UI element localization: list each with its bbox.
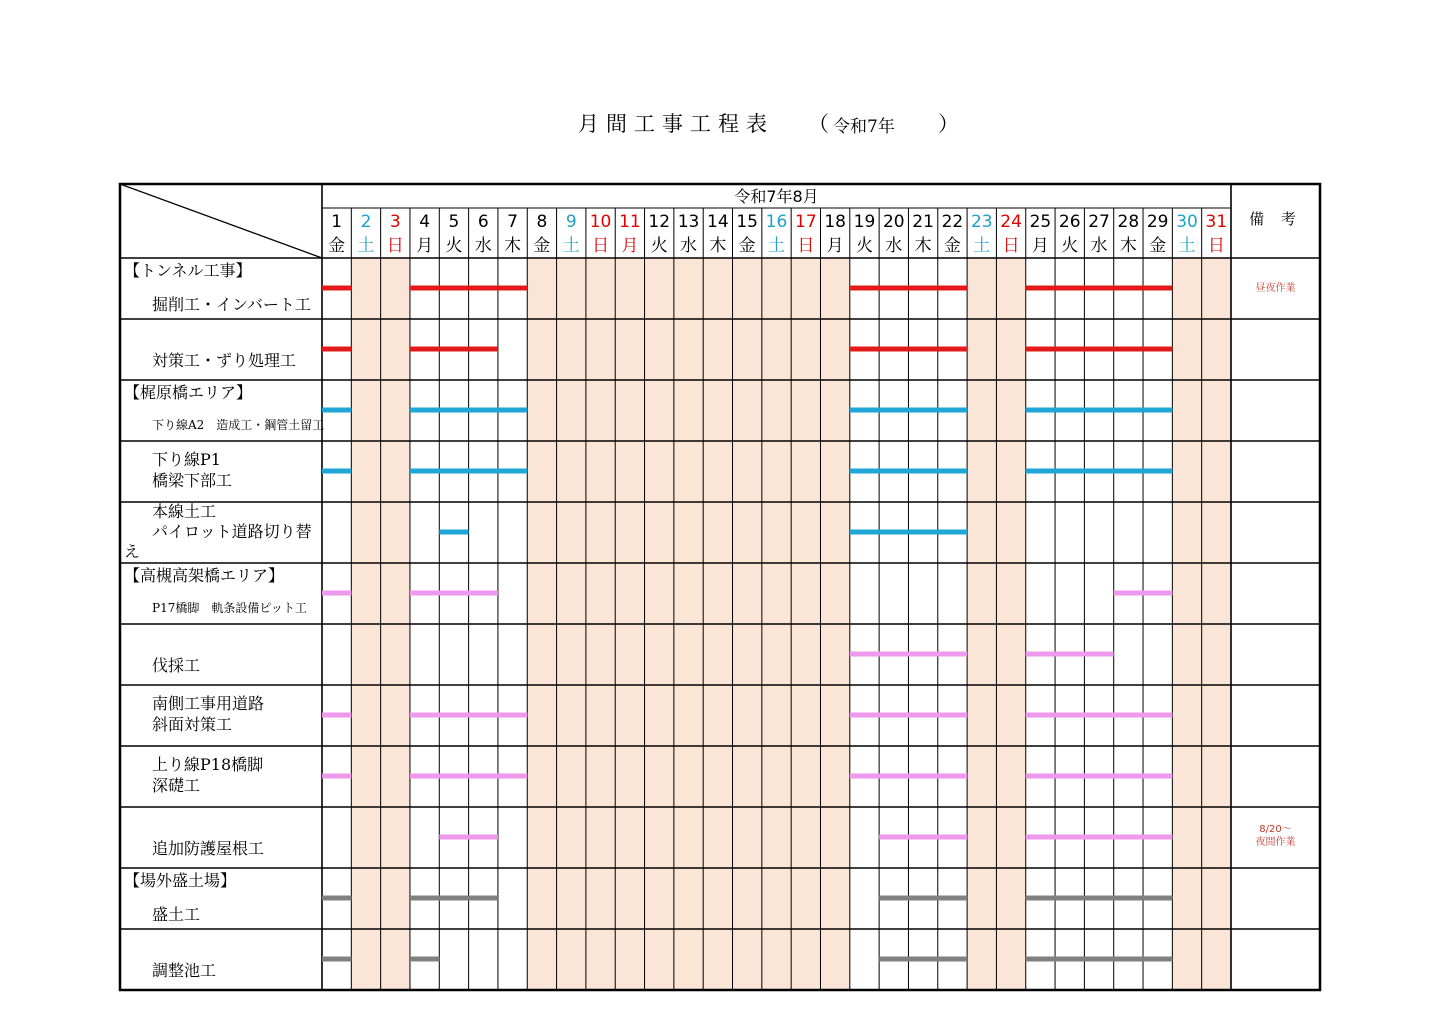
day-number: 18 — [824, 212, 846, 232]
day-number: 25 — [1029, 212, 1052, 232]
schedule-bar — [322, 774, 351, 779]
day-weekday: 火 — [1061, 236, 1079, 256]
page-title: 月間工事工程表 — [578, 112, 774, 136]
schedule-bar — [850, 347, 967, 352]
schedule-bar — [322, 896, 351, 901]
schedule-bar — [1026, 286, 1173, 291]
day-weekday: 火 — [445, 236, 463, 256]
schedule-bar — [322, 469, 351, 474]
day-number: 31 — [1205, 212, 1228, 232]
remark-note — [1231, 282, 1320, 295]
day-number: 20 — [882, 212, 905, 232]
day-weekday: 金 — [1149, 236, 1167, 256]
schedule-bar — [850, 713, 967, 718]
day-number: 26 — [1058, 212, 1081, 232]
schedule-bar — [410, 347, 498, 352]
schedule-bar — [410, 469, 527, 474]
label-text: 【高槻高架橋エリア】 — [124, 566, 285, 585]
day-weekday: 水 — [680, 236, 698, 256]
day-number: 13 — [677, 212, 700, 232]
schedule-bar — [322, 591, 351, 596]
label-text: 南側工事用道路 — [152, 694, 265, 713]
remark-line: 8/20～ — [1259, 824, 1292, 835]
day-number: 4 — [419, 212, 431, 232]
schedule-bar — [410, 896, 498, 901]
schedule-bar — [439, 530, 468, 535]
day-number: 19 — [853, 212, 876, 232]
schedule-bar — [322, 713, 351, 718]
schedule-bar — [410, 286, 527, 291]
label-text: パイロット道路切り替 — [152, 522, 312, 541]
title-paren-open: （ — [808, 112, 829, 136]
task-label — [124, 294, 311, 315]
day-weekday: 土 — [357, 236, 375, 256]
task-label — [124, 470, 232, 491]
day-number: 22 — [941, 212, 964, 232]
day-number: 28 — [1117, 212, 1140, 232]
day-weekday: 木 — [709, 236, 727, 256]
section-heading — [124, 565, 284, 586]
task-label — [124, 350, 296, 371]
label-text: 下り線A2 造成工・鋼管土留工 — [152, 418, 325, 432]
day-weekday: 日 — [1207, 236, 1225, 256]
label-text: え — [124, 542, 141, 561]
task-label — [124, 714, 232, 735]
schedule-bar — [1026, 408, 1173, 413]
schedule-bar — [1114, 591, 1173, 596]
day-weekday: 水 — [885, 236, 903, 256]
task-label — [124, 775, 200, 796]
day-number: 21 — [912, 212, 934, 232]
day-number: 30 — [1176, 212, 1198, 232]
task-label — [124, 541, 140, 562]
day-number: 1 — [331, 212, 343, 232]
day-weekday: 金 — [328, 236, 346, 256]
schedule-bar — [1026, 835, 1173, 840]
schedule-bar — [439, 835, 498, 840]
section-heading — [124, 870, 236, 891]
day-weekday: 月 — [826, 236, 844, 256]
task-label — [124, 521, 312, 542]
section-heading — [124, 260, 252, 281]
label-text: 上り線P18橋脚 — [152, 755, 264, 774]
day-number: 3 — [389, 212, 401, 232]
task-label — [124, 754, 263, 775]
schedule-bar — [322, 408, 351, 413]
day-number: 6 — [477, 212, 489, 232]
label-text: 【トンネル工事】 — [124, 261, 252, 280]
day-number: 29 — [1146, 212, 1169, 232]
label-text: 深礎工 — [152, 776, 201, 795]
day-number: 24 — [1000, 212, 1022, 232]
label-text: 橋梁下部工 — [152, 471, 233, 490]
schedule-bar — [879, 835, 967, 840]
schedule-bar — [850, 652, 967, 657]
remark-line: 夜間作業 — [1255, 837, 1296, 848]
schedule-bar — [1026, 652, 1114, 657]
day-weekday: 木 — [1119, 236, 1137, 256]
schedule-bar — [410, 408, 527, 413]
day-weekday: 土 — [562, 236, 580, 256]
schedule-bar — [1026, 347, 1173, 352]
day-number: 9 — [565, 212, 577, 232]
task-label — [124, 693, 264, 714]
task-label — [124, 904, 200, 925]
schedule-bar — [1026, 896, 1173, 901]
schedule-bar — [850, 774, 967, 779]
label-text: 伐採工 — [152, 656, 201, 675]
day-weekday: 日 — [797, 236, 815, 256]
day-number: 12 — [648, 212, 671, 232]
day-number: 7 — [507, 212, 519, 232]
day-weekday: 金 — [943, 236, 961, 256]
schedule-bar — [322, 286, 351, 291]
day-weekday: 日 — [386, 236, 404, 256]
label-text: 【場外盛土場】 — [124, 871, 237, 890]
label-text: 掘削工・インバート工 — [152, 295, 311, 314]
day-weekday: 火 — [650, 236, 668, 256]
label-text: P17橋脚 軌条設備ピット工 — [152, 601, 307, 615]
day-weekday: 日 — [592, 236, 610, 256]
day-weekday: 木 — [914, 236, 932, 256]
schedule-bar — [850, 286, 967, 291]
schedule-bar — [1026, 774, 1173, 779]
schedule-bar — [879, 957, 967, 962]
title-era: 令和7年 — [833, 117, 895, 137]
task-label — [124, 598, 307, 619]
day-weekday: 月 — [416, 236, 434, 256]
day-weekday: 土 — [1178, 236, 1196, 256]
label-text: 斜面対策工 — [152, 715, 233, 734]
day-weekday: 火 — [855, 236, 873, 256]
section-heading — [124, 382, 252, 403]
month-header: 令和7年8月 — [734, 187, 819, 206]
label-text: 盛土工 — [152, 905, 201, 924]
task-label — [124, 415, 324, 436]
task-label — [124, 501, 216, 522]
day-number: 17 — [795, 212, 817, 232]
schedule-bar — [1026, 713, 1173, 718]
schedule-bar — [410, 591, 498, 596]
schedule-bar — [410, 774, 527, 779]
remarks-header: 備 考 — [1249, 210, 1302, 228]
day-weekday: 土 — [973, 236, 991, 256]
day-weekday: 月 — [1031, 236, 1049, 256]
schedule-bar — [410, 957, 439, 962]
label-text: 下り線P1 — [152, 450, 221, 469]
label-text: 【梶原橋エリア】 — [124, 383, 253, 402]
day-number: 27 — [1088, 212, 1110, 232]
day-weekday: 金 — [738, 236, 756, 256]
task-label — [124, 449, 221, 470]
day-number: 8 — [536, 212, 548, 232]
schedule-bar — [850, 530, 967, 535]
day-number: 2 — [360, 212, 372, 232]
day-number: 5 — [448, 212, 460, 232]
remark-note — [1231, 823, 1320, 849]
label-text: 本線土工 — [152, 502, 217, 521]
day-number: 15 — [736, 212, 758, 232]
task-label — [124, 960, 216, 981]
schedule-bar — [850, 408, 967, 413]
day-number: 14 — [707, 212, 729, 232]
schedule-bar — [322, 347, 351, 352]
day-number: 16 — [765, 212, 788, 232]
task-label — [124, 655, 200, 676]
task-label — [124, 838, 264, 859]
title-paren-close: ） — [938, 112, 959, 136]
day-number: 10 — [589, 212, 612, 232]
schedule-bar — [1026, 957, 1173, 962]
day-weekday: 土 — [768, 236, 785, 256]
day-number: 23 — [970, 212, 993, 232]
schedule-bar — [1026, 469, 1173, 474]
schedule-bar — [879, 896, 967, 901]
day-number: 11 — [619, 212, 641, 232]
label-text: 対策工・ずり処理工 — [152, 351, 297, 370]
day-weekday: 月 — [621, 236, 639, 256]
schedule-bar — [322, 957, 351, 962]
header-diagonal — [120, 184, 322, 258]
day-weekday: 水 — [474, 236, 492, 256]
label-text: 調整池工 — [152, 961, 217, 980]
remark-line: 昼夜作業 — [1255, 283, 1296, 294]
schedule-bar — [410, 713, 527, 718]
day-weekday: 日 — [1002, 236, 1020, 256]
schedule-bar — [850, 469, 967, 474]
day-weekday: 水 — [1090, 236, 1108, 256]
label-text: 追加防護屋根工 — [152, 839, 265, 858]
day-weekday: 金 — [533, 236, 551, 256]
day-weekday: 木 — [504, 236, 522, 256]
